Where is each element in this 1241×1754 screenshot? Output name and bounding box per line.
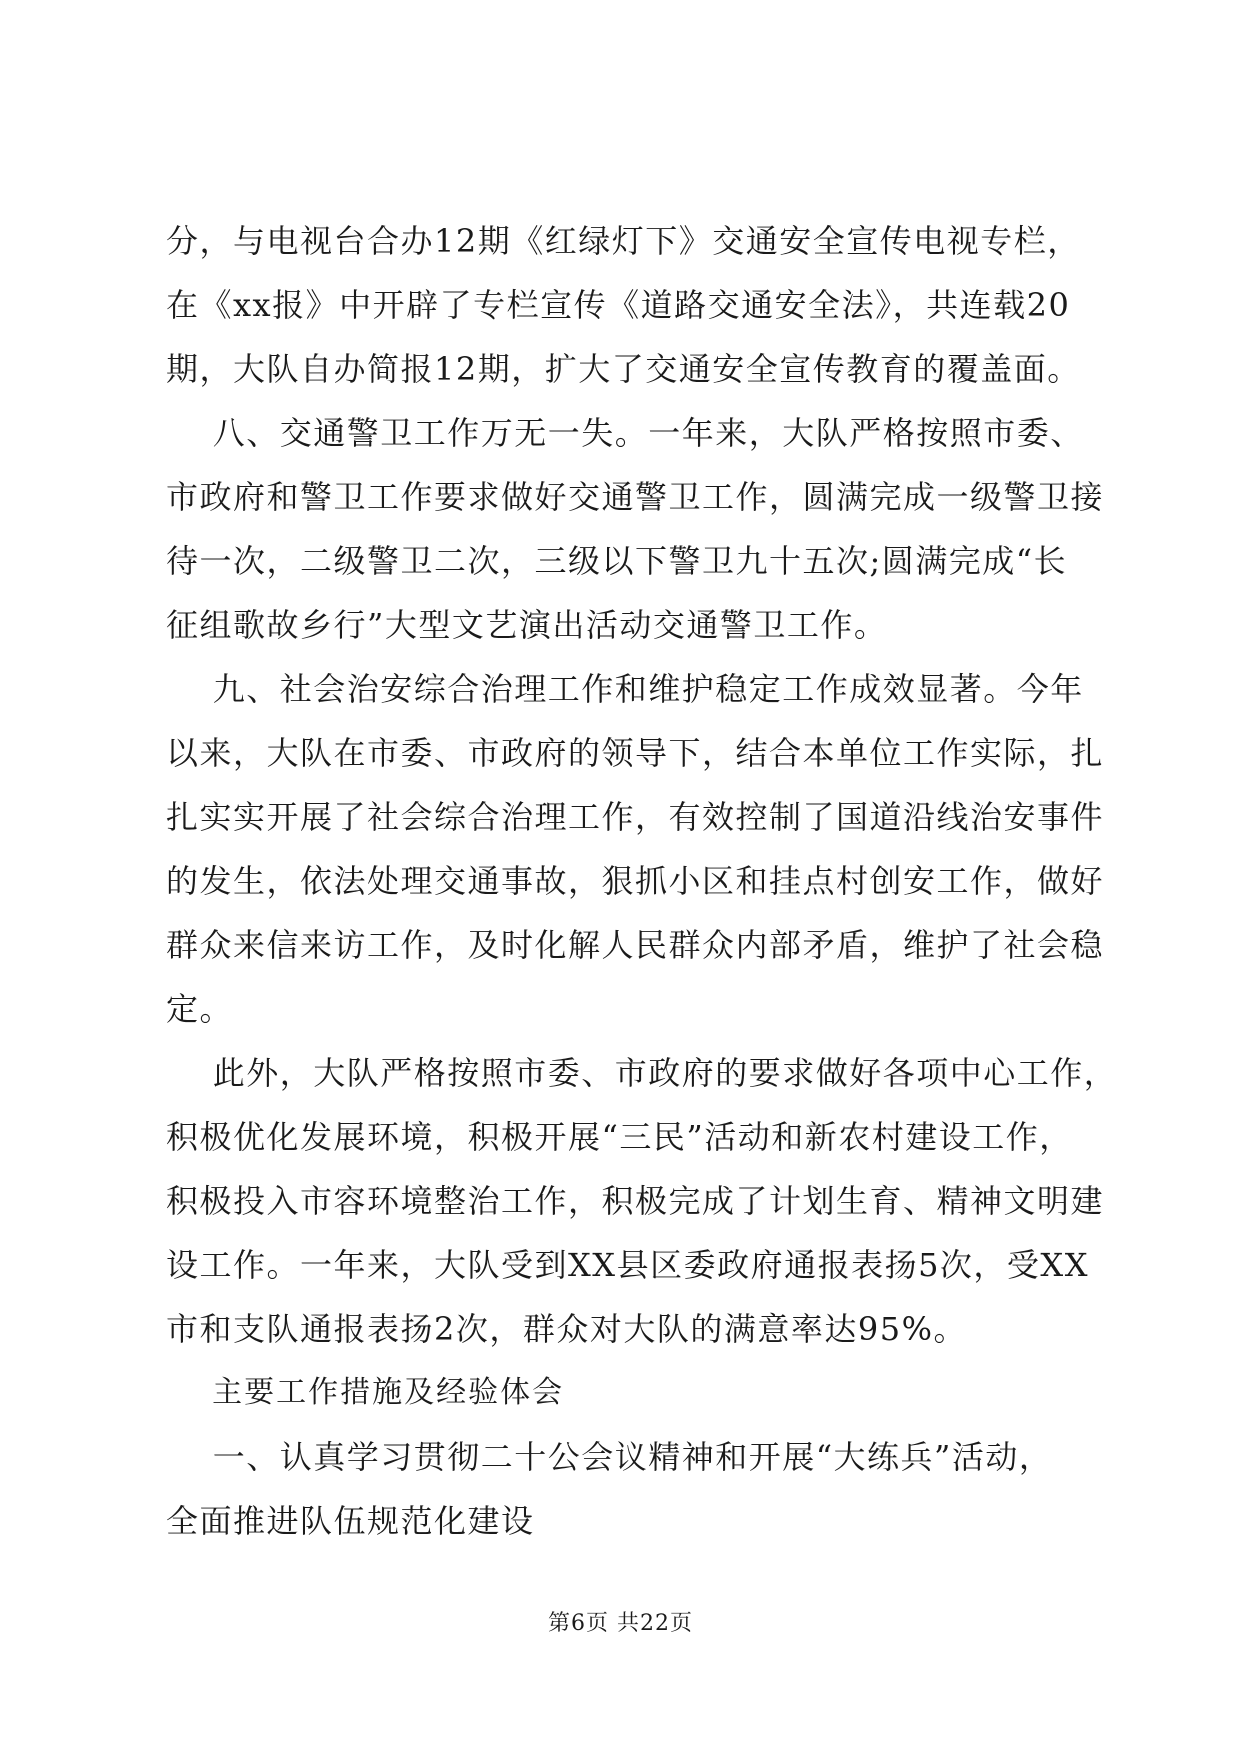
text-line: 以来，大队在市委、市政府的领导下，结合本单位工作实际，扎 <box>166 734 1105 772</box>
text-line: 待一次，二级警卫二次，三级以下警卫九十五次;圆满完成“长 <box>166 542 1068 580</box>
text-line: 此外，大队严格按照市委、市政府的要求做好各项中心工作， <box>166 1054 1118 1092</box>
text-line: 期，大队自办简报12期，扩大了交通安全宣传教育的覆盖面。 <box>166 350 1081 388</box>
text-line: 在《xx报》中开辟了专栏宣传《道路交通安全法》，共连载20 <box>166 286 1071 324</box>
text-line: 的发生，依法处理交通事故，狠抓小区和挂点村创安工作，做好 <box>166 862 1105 900</box>
text-line: 定。 <box>166 990 234 1028</box>
text-line: 八、交通警卫工作万无一失。一年来，大队严格按照市委、 <box>166 414 1084 452</box>
section-heading: 主要工作措施及经验体会 <box>166 1375 565 1410</box>
text-line: 市和支队通报表扬2次，群众对大队的满意率达95%。 <box>166 1310 967 1348</box>
text-line: 征组歌故乡行”大型文艺演出活动交通警卫工作。 <box>166 606 888 644</box>
text-line: 设工作。一年来，大队受到XX县区委政府通报表扬5次，受XX <box>166 1246 1089 1284</box>
text-line: 九、社会治安综合治理工作和维护稳定工作成效显著。今年 <box>166 670 1084 708</box>
text-line: 市政府和警卫工作要求做好交通警卫工作，圆满完成一级警卫接 <box>166 478 1105 516</box>
text-line: 全面推进队伍规范化建设 <box>166 1502 535 1540</box>
text-line: 一、认真学习贯彻二十公会议精神和开展“大练兵”活动， <box>166 1438 1053 1476</box>
text-line: 群众来信来访工作，及时化解人民群众内部矛盾，维护了社会稳 <box>166 926 1105 964</box>
text-line: 扎实实开展了社会综合治理工作，有效控制了国道沿线治安事件 <box>166 798 1105 836</box>
text-line: 积极优化发展环境，积极开展“三民”活动和新农村建设工作， <box>166 1118 1073 1156</box>
text-line: 积极投入市容环境整治工作，积极完成了计划生育、精神文明建 <box>166 1182 1105 1220</box>
document-body <box>166 209 1118 1553</box>
page-number-footer: 第6页 共22页 <box>548 1611 693 1636</box>
text-line: 分，与电视台合办12期《红绿灯下》交通安全宣传电视专栏， <box>166 222 1081 260</box>
